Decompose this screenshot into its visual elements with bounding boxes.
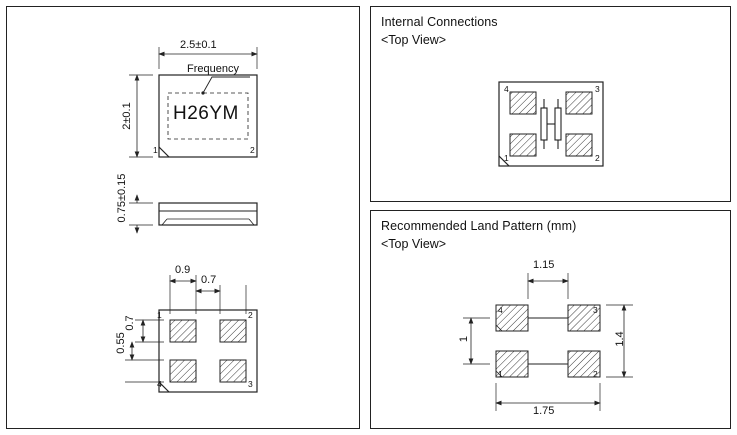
panel-outline-drawing bbox=[6, 6, 360, 429]
pin-2-internal: 2 bbox=[595, 153, 600, 163]
pin-3-bottom: 3 bbox=[248, 379, 253, 389]
panel-land-pattern bbox=[370, 210, 731, 429]
pin-1-top: 1 bbox=[153, 145, 158, 155]
dim-width-top: 2.5±0.1 bbox=[180, 39, 217, 51]
land-title: Recommended Land Pattern (mm) bbox=[381, 219, 577, 233]
pin-1-internal: 1 bbox=[504, 153, 509, 163]
dim-0-7-v: 0.7 bbox=[124, 315, 136, 331]
pin-1-bottom: 1 bbox=[157, 310, 162, 320]
pin-3-land: 3 bbox=[593, 305, 598, 315]
pin-4-land: 4 bbox=[498, 305, 503, 315]
outline-graphics bbox=[7, 7, 361, 430]
panel-internal-connections bbox=[370, 6, 731, 202]
land-subtitle: <Top View> bbox=[381, 237, 447, 251]
dim-0-55: 0.55 bbox=[115, 332, 127, 354]
land-graphics bbox=[371, 211, 732, 430]
pin-4-internal: 4 bbox=[504, 84, 509, 94]
pin-2-bottom: 2 bbox=[248, 310, 253, 320]
dim-1: 1 bbox=[458, 335, 470, 343]
pin-2-top: 2 bbox=[250, 145, 255, 155]
pin-3-internal: 3 bbox=[595, 84, 600, 94]
part-marking: H26YM bbox=[173, 103, 239, 124]
internal-graphics bbox=[371, 7, 732, 203]
dim-0-9: 0.9 bbox=[175, 264, 191, 276]
dim-1-75: 1.75 bbox=[533, 405, 555, 417]
internal-title: Internal Connections bbox=[381, 15, 498, 29]
dim-0-7-h: 0.7 bbox=[201, 274, 217, 286]
pin-1-land: 1 bbox=[498, 369, 503, 379]
dim-height-top: 2±0.1 bbox=[121, 102, 133, 130]
pin-4-bottom: 4 bbox=[157, 379, 162, 389]
internal-subtitle: <Top View> bbox=[381, 33, 447, 47]
dim-1-15: 1.15 bbox=[533, 259, 555, 271]
dim-1-4: 1.4 bbox=[614, 331, 626, 347]
dim-thickness: 0.75±0.15 bbox=[116, 173, 128, 223]
pin-2-land: 2 bbox=[593, 369, 598, 379]
callout-frequency: Frequency bbox=[187, 63, 239, 75]
